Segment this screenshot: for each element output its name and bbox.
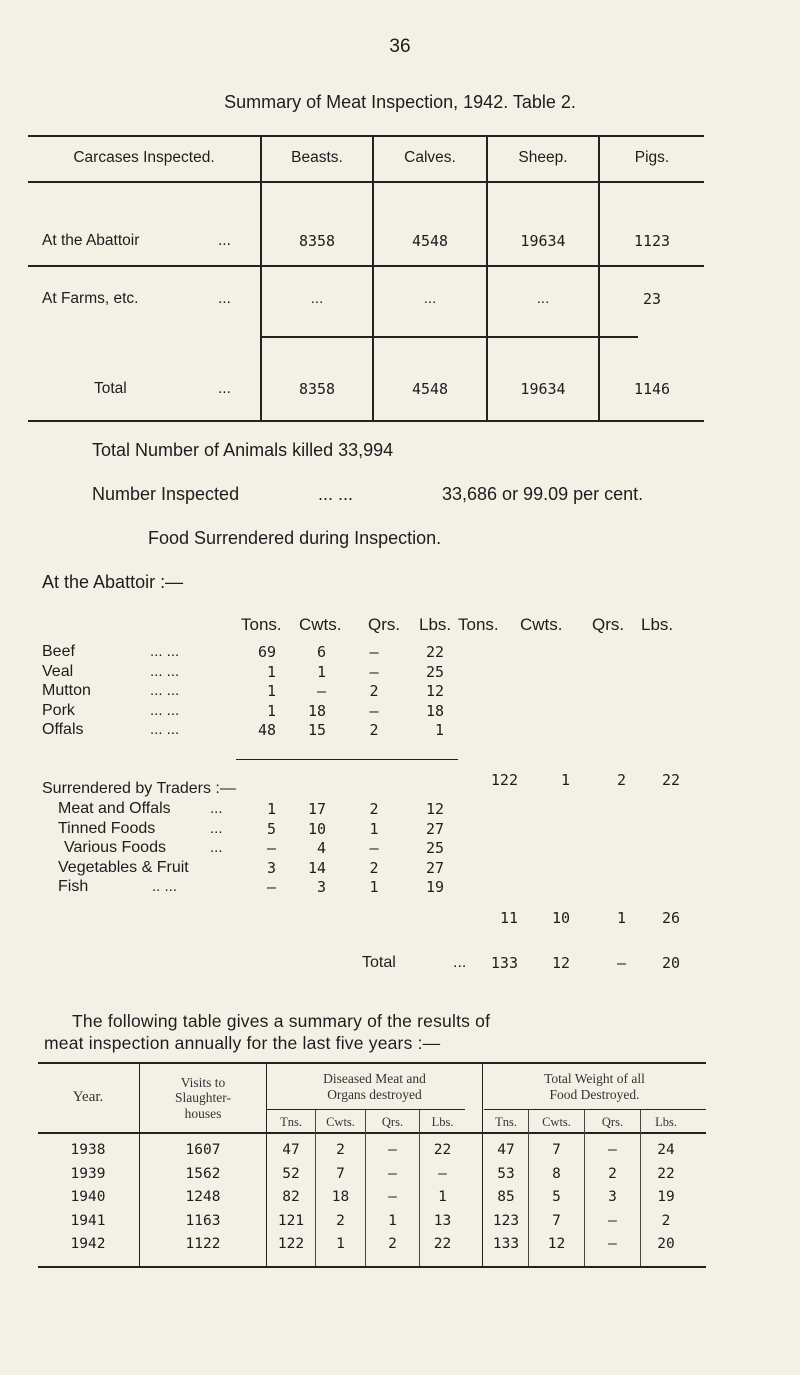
item-lbs: 22 [425, 643, 444, 661]
grand-total-qrs: — [616, 954, 626, 972]
cell-d-qrs: — [388, 1142, 397, 1158]
cell-beasts: 8358 [298, 232, 336, 250]
item-cwts: 15 [307, 721, 326, 739]
cell-visits: 1248 [185, 1189, 221, 1205]
item-lbs: 18 [425, 701, 444, 720]
item-qrs: 1 [369, 819, 379, 838]
item-label: Pork [42, 701, 75, 719]
cell-d-cwts: 2 [336, 1212, 345, 1229]
col-header-tons: Tons. [458, 615, 499, 634]
header-visits-line-3: houses [184, 1106, 222, 1121]
cell-d-tns: 122 [277, 1236, 305, 1252]
cell-sheep: 19634 [520, 232, 566, 250]
item-tons: 1 [266, 701, 276, 720]
item-qrs: — [369, 662, 379, 681]
cell-visits: 1562 [185, 1165, 221, 1182]
cell-w-lbs: 24 [657, 1142, 675, 1158]
traders-subtotal-tons: 11 [499, 909, 518, 927]
cell-calves: ... [423, 290, 437, 307]
header-visits-line-2: Slaughter- [175, 1090, 231, 1105]
header-weight-line-1: Total Weight of all [544, 1071, 645, 1086]
item-dots: ... ... [150, 643, 180, 660]
cell-w-tns: 133 [492, 1236, 520, 1252]
cell-w-cwts: 12 [547, 1236, 566, 1252]
cell-w-lbs: 20 [657, 1236, 675, 1252]
food-surrendered-title: Food Surrendered during Inspection. [148, 528, 442, 548]
cell-year: 1942 [70, 1236, 106, 1252]
cell-w-qrs: 3 [608, 1189, 617, 1205]
subheader-qrs: Qrs. [381, 1115, 404, 1129]
item-dots: ... [210, 839, 223, 856]
item-cwts: 17 [307, 800, 326, 818]
header-diseased-line-1: Diseased Meat and [323, 1071, 426, 1086]
cell-d-qrs: — [388, 1165, 397, 1182]
row-label-farms: At Farms, etc. [42, 290, 139, 307]
subheader-tns: Tns. [495, 1115, 517, 1129]
cell-sheep: ... [536, 290, 550, 307]
item-lbs: 1 [434, 721, 444, 739]
item-dots: ... ... [150, 662, 180, 680]
traders-heading: Surrendered by Traders :— [42, 780, 236, 797]
item-label: Various Foods [64, 839, 166, 856]
item-tons: — [266, 878, 276, 896]
item-dots: ... [210, 800, 223, 817]
col-header-lbs: Lbs. [419, 615, 452, 634]
traders-subtotal-cwts: 10 [551, 909, 570, 927]
header-year: Year. [72, 1089, 104, 1105]
cell-year: 1940 [70, 1189, 106, 1205]
item-tons: 1 [266, 662, 276, 681]
item-dots: ... [210, 819, 223, 837]
item-qrs: 2 [369, 682, 379, 700]
cell-sheep: 19634 [520, 380, 566, 398]
grand-total-cwts: 12 [551, 954, 570, 972]
cell-beasts: 8358 [298, 380, 336, 398]
cell-d-qrs: 1 [388, 1212, 397, 1229]
traders-subtotal-qrs: 1 [616, 909, 626, 927]
col-header-qrs: Qrs. [592, 615, 625, 634]
header-weight-line-2: Food Destroyed. [549, 1087, 640, 1102]
cell-year: 1938 [70, 1142, 106, 1158]
cell-d-tns: 82 [282, 1189, 300, 1205]
item-tons: 69 [257, 643, 276, 661]
subheader-qrs: Qrs. [601, 1115, 624, 1129]
header-visits-line-1: Visits to [180, 1075, 226, 1090]
cell-d-tns: 52 [282, 1165, 300, 1182]
item-cwts: 14 [307, 858, 326, 877]
cell-calves: 4548 [411, 232, 449, 250]
cell-d-tns: 121 [277, 1212, 305, 1229]
row-label-abattoir: At the Abattoir [42, 232, 140, 249]
col-header-tons: Tons. [241, 615, 282, 634]
page-title: Summary of Meat Inspection, 1942. Table 2. [224, 92, 576, 112]
item-dots: ... ... [150, 721, 180, 738]
row-dots: ... [218, 232, 231, 249]
cell-d-lbs: 13 [433, 1212, 452, 1229]
item-cwts: 6 [316, 643, 326, 661]
col-header-cwts: Cwts. [520, 615, 563, 634]
cell-w-lbs: 19 [657, 1189, 675, 1205]
item-label: Tinned Foods [58, 819, 156, 837]
total-killed: Total Number of Animals killed 33,994 [92, 440, 394, 460]
cell-calves: 4548 [411, 380, 449, 398]
abattoir-subtotal-tons: 122 [490, 771, 518, 789]
cell-w-cwts: 5 [552, 1189, 561, 1205]
cell-d-lbs: 22 [433, 1142, 452, 1158]
item-qrs: 2 [369, 800, 379, 818]
item-label: Mutton [42, 682, 91, 699]
item-cwts: 4 [316, 839, 326, 857]
traders-subtotal-lbs: 26 [661, 909, 680, 927]
cell-pigs: 1123 [633, 232, 671, 250]
abattoir-subtotal-qrs: 2 [616, 771, 626, 789]
item-tons: 3 [266, 858, 276, 877]
col-header-cwts: Cwts. [299, 615, 342, 634]
item-dots: .. ... [152, 878, 178, 895]
item-lbs: 27 [425, 858, 444, 877]
cell-d-lbs: 22 [433, 1236, 452, 1252]
cell-visits: 1163 [185, 1212, 221, 1229]
cell-w-qrs: — [608, 1236, 617, 1252]
item-tons: 48 [257, 721, 276, 739]
item-cwts: 10 [307, 819, 326, 838]
item-qrs: 2 [369, 721, 379, 739]
abattoir-subtotal-cwts: 1 [560, 771, 570, 789]
item-qrs: — [369, 701, 379, 720]
item-tons: 1 [266, 800, 276, 818]
header-pigs: Pigs. [634, 149, 670, 166]
subheader-cwts: Cwts. [542, 1115, 571, 1129]
cell-beasts: ... [310, 290, 324, 307]
number-inspected-dots: ... ... [318, 484, 354, 504]
item-dots: ... ... [150, 682, 180, 699]
item-lbs: 19 [425, 878, 444, 896]
cell-w-tns: 47 [497, 1142, 515, 1158]
header-beasts: Beasts. [291, 149, 343, 166]
item-label: Offals [42, 721, 84, 738]
abattoir-subtotal-lbs: 22 [661, 771, 680, 789]
cell-d-cwts: 18 [331, 1189, 350, 1205]
row-dots: ... [218, 290, 231, 307]
item-qrs: — [369, 643, 379, 661]
grand-total-label: Total [362, 954, 396, 971]
paragraph-line-1: The following table gives a summary of the results of [72, 1011, 491, 1031]
cell-d-cwts: 7 [336, 1165, 345, 1182]
item-label: Fish [58, 878, 89, 895]
row-dots: ... [218, 380, 231, 397]
grand-total-dots: ... [453, 954, 467, 971]
cell-w-lbs: 2 [661, 1212, 671, 1229]
subheader-cwts: Cwts. [326, 1115, 355, 1129]
cell-w-tns: 123 [492, 1212, 520, 1229]
cell-w-tns: 85 [497, 1189, 515, 1205]
item-lbs: 12 [425, 800, 444, 818]
page-number: 36 [389, 36, 411, 57]
cell-d-cwts: 1 [336, 1236, 345, 1252]
cell-w-qrs: 2 [608, 1165, 617, 1182]
number-inspected-value: 33,686 or 99.09 per cent. [442, 484, 644, 504]
item-cwts: 1 [316, 662, 326, 681]
cell-w-qrs: — [608, 1142, 617, 1158]
grand-total-lbs: 20 [661, 954, 680, 972]
row-label-total: Total [94, 380, 127, 397]
item-lbs: 25 [425, 662, 444, 681]
item-cwts: 3 [316, 878, 326, 896]
cell-w-qrs: — [608, 1212, 617, 1229]
item-label: Vegetables & Fruit [58, 858, 189, 876]
grand-total-tons: 133 [490, 954, 518, 972]
cell-visits: 1607 [185, 1142, 221, 1158]
item-cwts: 18 [307, 701, 326, 720]
at-abattoir-heading: At the Abattoir :— [42, 572, 184, 592]
cell-d-lbs: 1 [438, 1189, 447, 1205]
cell-w-cwts: 8 [552, 1165, 561, 1182]
item-dots: ... ... [150, 701, 180, 719]
cell-d-tns: 47 [282, 1142, 300, 1158]
header-diseased-line-2: Organs destroyed [327, 1087, 422, 1102]
number-inspected-label: Number Inspected [92, 484, 240, 504]
cell-w-tns: 53 [497, 1165, 515, 1182]
item-label: Veal [42, 662, 74, 680]
cell-d-qrs: — [388, 1189, 397, 1205]
paragraph-line-2: meat inspection annually for the last five years :— [44, 1033, 441, 1053]
cell-w-lbs: 22 [657, 1165, 675, 1182]
header-sheep: Sheep. [518, 149, 568, 166]
item-label: Meat and Offals [58, 800, 171, 817]
item-cwts: — [316, 682, 326, 700]
subheader-tns: Tns. [280, 1115, 302, 1129]
item-tons: 1 [266, 682, 276, 700]
subheader-lbs: Lbs. [655, 1115, 677, 1129]
item-tons: — [266, 839, 276, 857]
header-calves: Calves. [404, 149, 456, 166]
item-lbs: 27 [425, 819, 444, 838]
cell-d-qrs: 2 [388, 1236, 397, 1252]
item-lbs: 12 [425, 682, 444, 700]
cell-year: 1939 [70, 1165, 106, 1182]
item-label: Beef [42, 643, 75, 660]
cell-w-cwts: 7 [552, 1142, 561, 1158]
cell-visits: 1122 [185, 1236, 221, 1252]
cell-d-lbs: — [438, 1165, 447, 1182]
item-lbs: 25 [425, 839, 444, 857]
cell-d-cwts: 2 [336, 1142, 345, 1158]
cell-year: 1941 [70, 1212, 106, 1229]
col-header-lbs: Lbs. [641, 615, 674, 634]
item-qrs: 2 [369, 858, 379, 877]
subheader-lbs: Lbs. [431, 1115, 454, 1129]
col-header-qrs: Qrs. [368, 615, 401, 634]
item-qrs: — [369, 839, 379, 857]
cell-w-cwts: 7 [552, 1212, 561, 1229]
item-qrs: 1 [369, 878, 379, 896]
header-carcases: Carcases Inspected. [73, 149, 215, 166]
item-tons: 5 [266, 819, 276, 838]
cell-pigs: 1146 [633, 380, 671, 398]
cell-pigs: 23 [642, 290, 662, 308]
